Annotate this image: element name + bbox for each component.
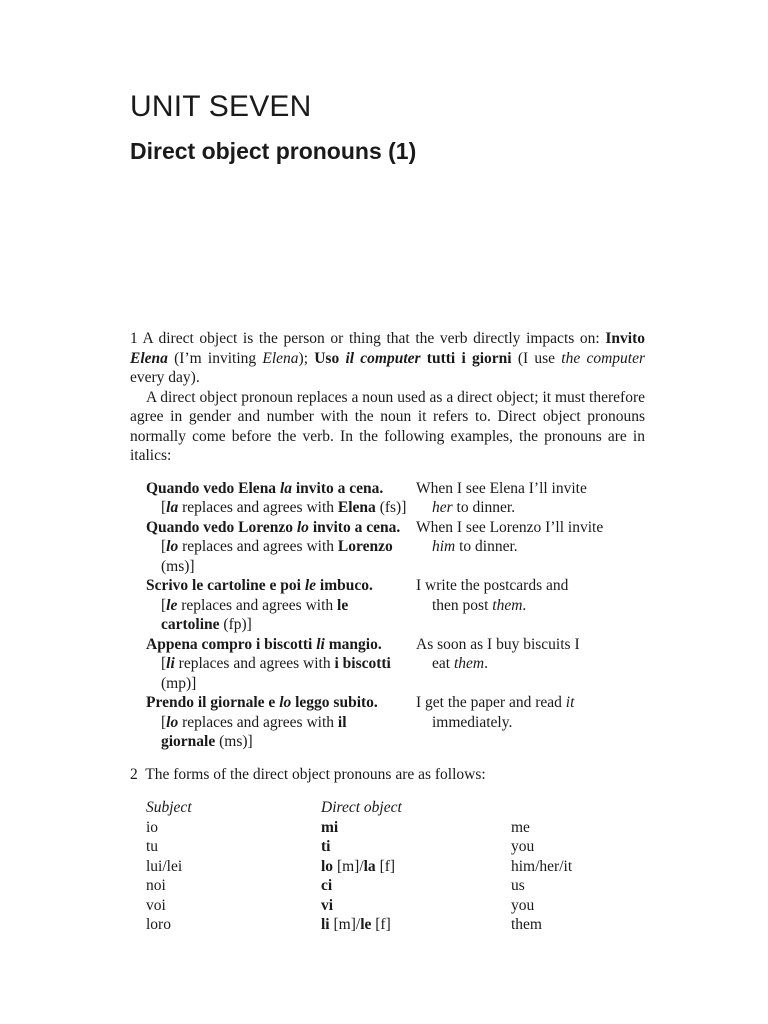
example-english (416, 479, 645, 518)
text-run: le (304, 577, 317, 594)
example-note-line (146, 674, 416, 694)
text-run: eat (432, 655, 454, 672)
text-run: lo (296, 518, 309, 536)
column-header-direct-object: Direct object (321, 799, 402, 816)
examples-list (130, 479, 645, 752)
text-run-wrapper (166, 538, 178, 555)
text-run-wrapper (345, 350, 420, 367)
text-run: tutti i giorni (420, 349, 512, 367)
text-run: A direct object is the person or thing that the verb directly impacts on: (142, 330, 606, 347)
english-pronoun: them (511, 916, 542, 933)
text-run: every day). (130, 369, 200, 386)
example-italian (130, 576, 416, 635)
text-run: replaces and agrees with (178, 499, 338, 516)
text-run: (mp)] (161, 674, 197, 692)
example-row (130, 518, 645, 577)
subject-pronoun: io (146, 818, 159, 836)
translation-line (416, 693, 645, 713)
example-row (130, 635, 645, 694)
text-run: il (337, 713, 347, 731)
english-pronoun: you (511, 838, 535, 855)
text-run: replaces and agrees with (178, 538, 338, 555)
direct-object-pronoun (321, 818, 511, 838)
text-run: lo (279, 694, 292, 711)
example-italian (130, 635, 416, 694)
translation-line (416, 596, 645, 616)
direct-object-pronoun (321, 915, 511, 935)
text-run: Scrivo le cartoline e poi (146, 577, 305, 594)
subject-pronoun: loro (146, 916, 171, 933)
translation-line (416, 635, 645, 655)
forms-rows (146, 818, 645, 935)
text-run: As soon as I buy biscuits I (416, 635, 580, 653)
text-run: lo (166, 713, 179, 731)
english-pronoun: you (511, 896, 535, 914)
text-run: [ (161, 538, 167, 555)
example-sentence (146, 693, 416, 713)
text-run: him (432, 538, 456, 555)
text-run: (I’m inviting (167, 349, 263, 367)
unit-heading: UNIT SEVEN (130, 90, 312, 123)
example-italian (130, 479, 416, 518)
text-run: cartoline (161, 616, 220, 633)
text-run: [ (161, 655, 167, 672)
text-run: replaces and agrees with (177, 596, 338, 614)
text-run-wrapper (280, 480, 292, 497)
text-run: il computer (345, 349, 421, 367)
text-run: li (316, 635, 325, 653)
english-pronoun: us (511, 877, 525, 894)
translation-line (416, 576, 645, 596)
column-header-subject: Subject (146, 799, 192, 816)
text-run: the computer (561, 349, 646, 367)
text-run: Lorenzo (337, 538, 393, 555)
text-run: Appena compro i biscotti (146, 635, 317, 653)
translation-line (416, 518, 645, 538)
text-run-wrapper (166, 597, 177, 614)
text-run: li (166, 655, 175, 672)
text-run: When I see Lorenzo I’ll invite (416, 518, 604, 536)
direct-object-pronoun (321, 857, 511, 877)
text-run: I get the paper and read (416, 694, 566, 711)
text-run: mi (321, 818, 339, 836)
pronoun-row (146, 896, 645, 916)
direct-object-pronoun (321, 876, 511, 896)
example-note-line (146, 557, 416, 577)
text-run: mangio. (324, 635, 382, 653)
text-run: them (453, 655, 485, 672)
example-row (130, 693, 645, 752)
text-run: (fp)] (219, 616, 252, 633)
translation-line (416, 479, 645, 499)
text-run: Elena (262, 349, 299, 367)
text-run: li (321, 916, 330, 933)
text-run: i biscotti (334, 655, 391, 672)
english-pronoun: me (511, 818, 530, 836)
example-note-line (146, 596, 416, 616)
pronoun-row (146, 915, 645, 935)
subject-pronoun: voi (146, 896, 166, 914)
text-run: (I use (511, 349, 562, 367)
column-header-english (511, 798, 631, 818)
pronoun-row (146, 837, 645, 857)
text-run: ); (298, 349, 315, 367)
text-run-wrapper (166, 714, 178, 731)
text-run: imbuco. (316, 577, 373, 594)
text-run: le (166, 596, 178, 614)
text-run: Elena (337, 499, 376, 516)
section-1-paragraph-2: A direct object pronoun replaces a noun used as a direct object; it must therefore agree in gender and number with the noun it refers to. Direct object pronouns normally come before the verb. In the following examples, the pronouns are in italics: (130, 388, 645, 464)
text-run: [f] (371, 916, 391, 933)
text-run: replaces and agrees with (174, 655, 335, 672)
translation-line (416, 537, 645, 557)
text-run: la (279, 479, 292, 497)
text-run-wrapper (316, 636, 325, 653)
text-run: her (432, 499, 453, 516)
example-italian (130, 518, 416, 577)
text-run-wrapper (297, 519, 309, 536)
forms-header-row (146, 798, 645, 818)
text-run: le (337, 596, 349, 614)
text-run: to dinner. (455, 538, 518, 555)
text-run: [m]/ (329, 916, 361, 933)
text-run: [ (161, 713, 167, 731)
text-run: immediately. (432, 713, 513, 731)
text-run-wrapper (305, 577, 316, 594)
example-note-line (146, 498, 416, 518)
example-note-line (146, 732, 416, 752)
text-run: When I see Elena I’ll invite (416, 479, 587, 497)
text-run: . (484, 655, 488, 672)
text-run: replaces and agrees with (178, 713, 338, 731)
example-english (416, 693, 645, 752)
text-run: le (360, 916, 372, 933)
example-sentence (146, 479, 416, 499)
text-run: lo (321, 857, 334, 875)
direct-object-pronoun (321, 896, 511, 916)
subject-pronoun: tu (146, 838, 159, 855)
example-note-line (146, 654, 416, 674)
section-2-intro-text: The forms of the direct object pronouns are as follows: (145, 765, 486, 783)
text-run: . (522, 596, 527, 614)
text-run: Invito (605, 330, 645, 347)
translation-line (416, 654, 645, 674)
text-run: (ms)] (215, 733, 253, 750)
text-run: [m]/ (333, 857, 364, 875)
section-1-paragraph-1 (130, 329, 645, 388)
translation-line (416, 713, 645, 733)
example-english (416, 576, 645, 635)
text-run: (fs)] (375, 499, 407, 516)
example-note-line (146, 713, 416, 733)
pronoun-forms-table (130, 798, 645, 935)
example-english (416, 635, 645, 694)
text-run: [f] (375, 857, 396, 875)
example-english (416, 518, 645, 577)
text-run-wrapper (166, 499, 178, 516)
text-run-wrapper (130, 350, 168, 367)
text-run: la (166, 499, 179, 516)
text-run: Quando vedo Lorenzo (146, 518, 297, 536)
text-run: to dinner. (452, 499, 516, 516)
text-run: I write the postcards and (416, 577, 569, 594)
text-run: ci (321, 877, 333, 894)
text-run: la (363, 857, 376, 875)
section-number-1: 1 (130, 330, 138, 347)
text-run: Prendo il giornale e (146, 694, 280, 711)
text-run: invito a cena. (292, 479, 384, 497)
pronoun-row (146, 876, 645, 896)
text-run: ti (321, 838, 331, 855)
text-run-wrapper (279, 694, 291, 711)
page-title: Direct object pronouns (1) (130, 138, 417, 164)
example-row (130, 479, 645, 518)
section-number-2: 2 (130, 765, 138, 783)
text-run: then post (432, 596, 493, 614)
text-run: invito a cena. (308, 518, 401, 536)
text-run-wrapper (166, 655, 175, 672)
example-italian (130, 693, 416, 752)
section-2-intro (130, 765, 645, 785)
example-sentence (146, 576, 416, 596)
example-note-line (146, 615, 416, 635)
pronoun-row (146, 818, 645, 838)
example-sentence (146, 635, 416, 655)
text-run: vi (321, 896, 334, 914)
text-run: Uso (314, 349, 346, 367)
subject-pronoun: noi (146, 877, 166, 894)
text-run: Elena (130, 349, 168, 367)
pronoun-row (146, 857, 645, 877)
example-note-line (146, 537, 416, 557)
text-run: it (565, 694, 575, 711)
example-row (130, 576, 645, 635)
direct-object-pronoun (321, 837, 511, 857)
text-run: [ (161, 499, 167, 516)
text-run: lo (166, 538, 179, 555)
text-run: giornale (161, 733, 216, 750)
subject-pronoun: lui/lei (146, 857, 183, 875)
translation-line (416, 498, 645, 518)
text-run: leggo subito. (291, 694, 378, 711)
english-pronoun: him/her/it (511, 857, 573, 875)
text-run: them (492, 596, 523, 614)
text-run: Quando vedo Elena (146, 479, 280, 497)
text-run: (ms)] (161, 557, 195, 575)
text-run: [ (161, 596, 167, 614)
text-body (130, 329, 645, 935)
rich-text (130, 330, 645, 386)
example-sentence (146, 518, 416, 538)
